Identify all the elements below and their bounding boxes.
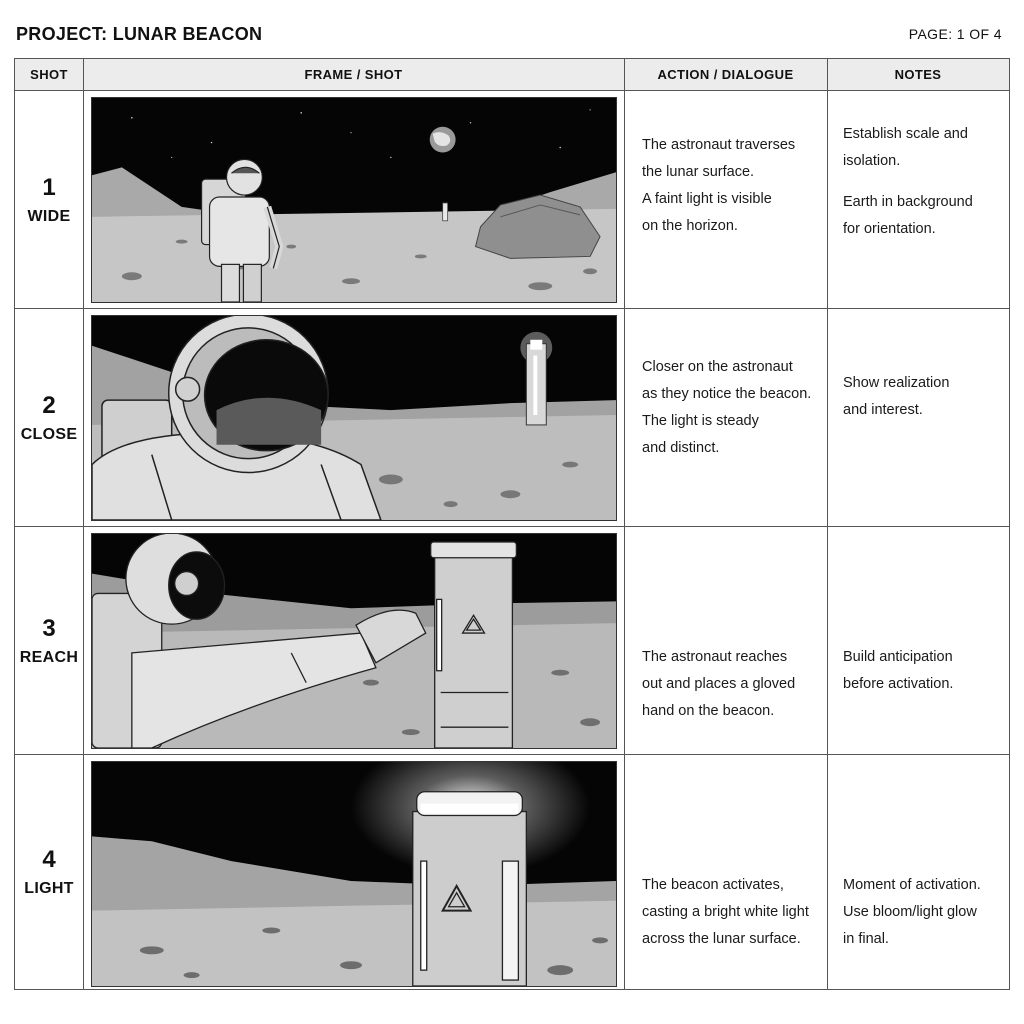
- shot-number: 3: [42, 614, 56, 642]
- close-astronaut-illustration: [92, 316, 616, 520]
- shot-frame-image: [91, 533, 617, 749]
- page-number: PAGE: 1 OF 4: [908, 26, 1002, 42]
- shot-number: 1: [42, 174, 56, 201]
- page-header: [16, 24, 1002, 48]
- action-line: The astronaut traverses: [642, 137, 796, 153]
- notes-line: Build anticipation: [843, 649, 953, 665]
- shot-row-1: [15, 92, 1009, 308]
- action-line: casting a bright white light: [642, 904, 809, 920]
- notes-line: and interest.: [843, 402, 923, 418]
- shot-number: 2: [42, 391, 56, 419]
- action-line: A faint light is visible: [642, 191, 772, 207]
- shot-number-cell: [15, 309, 83, 526]
- action-text: [642, 872, 822, 953]
- shot-frame-image: [91, 97, 617, 303]
- action-line: as they notice the beacon.: [642, 386, 812, 402]
- notes-line: for orientation.: [843, 221, 936, 237]
- shot-type: WIDE: [27, 208, 71, 225]
- notes-line: before activation.: [843, 676, 954, 692]
- shot-type: LIGHT: [24, 880, 74, 897]
- shot-number-cell: [15, 527, 83, 754]
- notes-line: Use bloom/light glow: [843, 904, 977, 920]
- notes-line: Earth in background: [843, 194, 973, 210]
- beacon-light-illustration: [92, 762, 616, 986]
- storyboard-table: [14, 58, 1010, 990]
- shot-frame-image: [91, 761, 617, 987]
- shot-row-4: [15, 755, 1009, 989]
- action-line: hand on the beacon.: [642, 703, 775, 719]
- action-line: across the lunar surface.: [642, 931, 801, 947]
- shot-number-cell: [15, 92, 83, 308]
- action-line: out and places a gloved: [642, 676, 796, 692]
- reach-beacon-illustration: [92, 534, 616, 748]
- action-line: The astronaut reaches: [642, 649, 788, 665]
- notes-line: Show realization: [843, 375, 950, 391]
- project-title: PROJECT: LUNAR BEACON: [16, 24, 263, 44]
- notes-line: Establish scale and: [843, 126, 968, 142]
- action-text: [642, 354, 822, 462]
- action-line: and distinct.: [642, 440, 720, 456]
- action-text: [642, 132, 822, 240]
- notes-line: isolation.: [843, 153, 901, 169]
- action-line: the lunar surface.: [642, 164, 755, 180]
- shot-row-3: [15, 527, 1009, 754]
- wide-astronaut-illustration: [92, 98, 616, 302]
- shot-number: 4: [42, 846, 56, 873]
- column-header-frame: FRAME / SHOT: [83, 59, 624, 91]
- notes-line: in final.: [843, 931, 889, 947]
- action-line: Closer on the astronaut: [642, 359, 793, 375]
- shot-frame-image: [91, 315, 617, 521]
- action-line: The light is steady: [642, 413, 759, 429]
- notes-text: [843, 370, 1003, 424]
- shot-number-cell: [15, 755, 83, 989]
- notes-line: Moment of activation.: [843, 877, 981, 893]
- column-header-action: ACTION / DIALOGUE: [624, 59, 827, 91]
- shot-row-2: [15, 309, 1009, 526]
- notes-text: [843, 872, 1003, 953]
- column-header-shot: SHOT: [15, 59, 83, 91]
- notes-text: [843, 121, 1003, 243]
- action-line: The beacon activates,: [642, 877, 784, 893]
- shot-type: CLOSE: [20, 425, 78, 443]
- column-header-notes: NOTES: [827, 59, 1009, 91]
- notes-text: [843, 644, 1003, 698]
- shot-type: REACH: [19, 648, 79, 666]
- action-line: on the horizon.: [642, 218, 738, 234]
- action-text: [642, 644, 822, 725]
